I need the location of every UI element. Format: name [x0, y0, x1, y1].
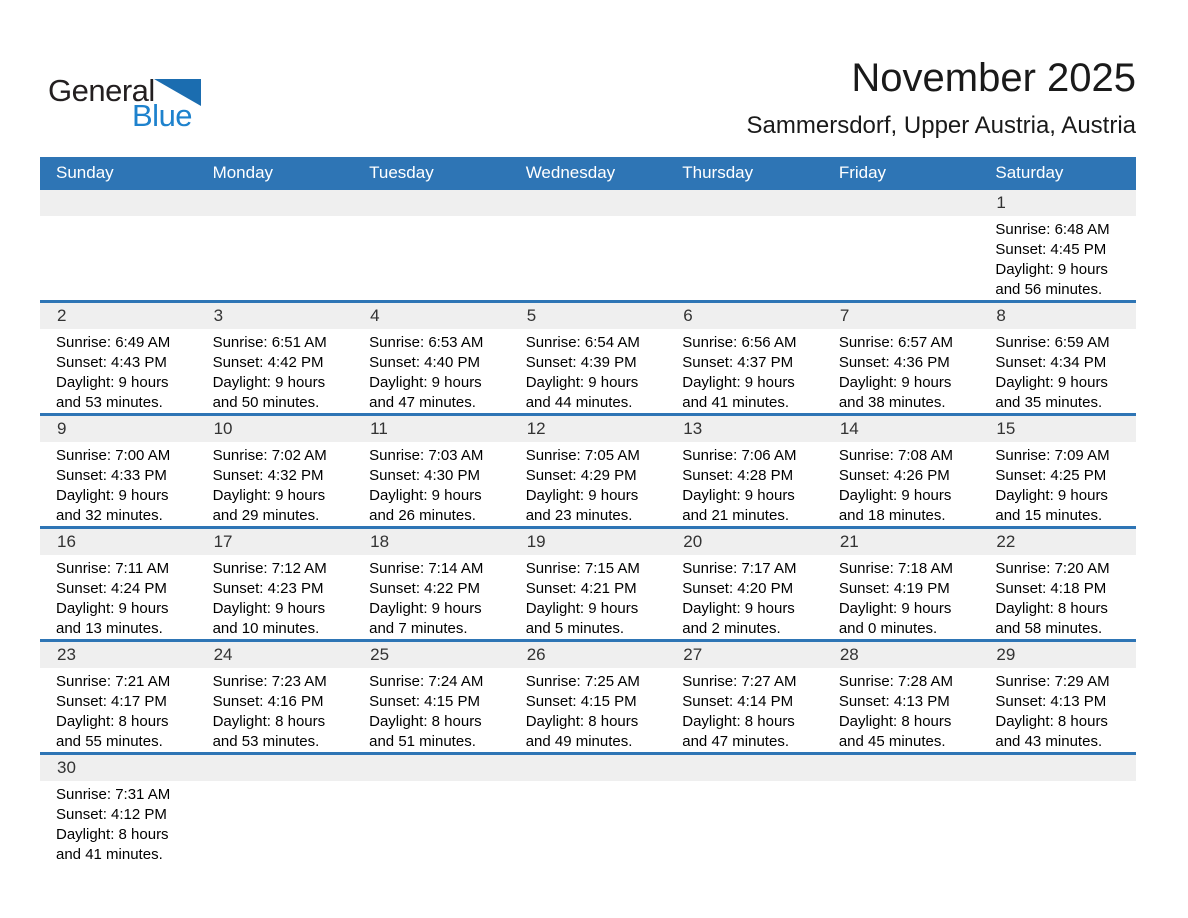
empty-day-cell	[197, 754, 354, 866]
date-band	[666, 190, 823, 216]
date-band	[823, 755, 980, 781]
day-details	[979, 329, 1136, 413]
sunset-text: Sunset: 4:36 PM	[838, 354, 950, 371]
sunset-text: Sunset: 4:22 PM	[369, 580, 481, 597]
daylight-hours-text: Daylight: 9 hours	[995, 487, 1108, 504]
empty-day-cell	[353, 754, 510, 866]
daylight-minutes-text: and 47 minutes.	[682, 733, 789, 750]
date-band	[666, 642, 823, 668]
date-number: 24	[213, 645, 233, 664]
day-cell	[979, 190, 1136, 302]
date-band	[40, 190, 197, 216]
day-details	[353, 668, 510, 752]
sunset-text: Sunset: 4:13 PM	[995, 693, 1107, 710]
weekday-header-tuesday: Tuesday	[353, 157, 510, 190]
day-details	[510, 668, 667, 752]
sunset-text: Sunset: 4:20 PM	[682, 580, 794, 597]
sunrise-text: Sunrise: 6:49 AM	[56, 334, 171, 351]
daylight-minutes-text: and 51 minutes.	[369, 733, 476, 750]
daylight-minutes-text: and 55 minutes.	[56, 733, 163, 750]
daylight-minutes-text: and 2 minutes.	[682, 620, 781, 637]
logo-text-blue: Blue	[132, 98, 193, 133]
date-band	[823, 190, 980, 216]
daylight-minutes-text: and 13 minutes.	[56, 620, 163, 637]
date-band	[353, 190, 510, 216]
daylight-hours-text: Daylight: 9 hours	[682, 374, 795, 391]
sunset-text: Sunset: 4:18 PM	[995, 580, 1107, 597]
date-band	[197, 190, 354, 216]
daylight-hours-text: Daylight: 8 hours	[369, 713, 482, 730]
day-details	[40, 555, 197, 639]
date-band	[979, 416, 1136, 442]
weekday-header-thursday: Thursday	[666, 157, 823, 190]
date-band	[510, 416, 667, 442]
date-band	[197, 529, 354, 555]
sunset-text: Sunset: 4:40 PM	[369, 354, 481, 371]
empty-day-cell	[197, 190, 354, 302]
sunset-text: Sunset: 4:13 PM	[838, 693, 950, 710]
day-cell	[510, 641, 667, 754]
daylight-minutes-text: and 29 minutes.	[212, 507, 320, 524]
sunrise-text: Sunrise: 7:08 AM	[838, 447, 954, 464]
daylight-minutes-text: and 32 minutes.	[56, 507, 163, 524]
sunrise-text: Sunrise: 7:09 AM	[995, 447, 1110, 464]
day-cell	[510, 302, 667, 415]
date-band	[353, 303, 510, 329]
date-number: 27	[683, 645, 703, 664]
day-details	[823, 329, 980, 413]
daylight-hours-text: Daylight: 8 hours	[995, 713, 1108, 730]
day-cell	[510, 528, 667, 641]
weekday-header-saturday: Saturday	[979, 157, 1136, 190]
date-band	[353, 529, 510, 555]
daylight-minutes-text: and 41 minutes.	[56, 846, 163, 863]
sunrise-text: Sunrise: 7:31 AM	[56, 786, 171, 803]
date-band	[197, 416, 354, 442]
sunset-text: Sunset: 4:32 PM	[212, 467, 324, 484]
sunrise-text: Sunrise: 7:02 AM	[212, 447, 327, 464]
daylight-minutes-text: and 5 minutes.	[525, 620, 625, 637]
sunrise-text: Sunrise: 6:56 AM	[682, 334, 797, 351]
daylight-minutes-text: and 21 minutes.	[682, 507, 789, 524]
daylight-minutes-text: and 43 minutes.	[995, 733, 1103, 750]
daylight-minutes-text: and 18 minutes.	[838, 507, 946, 524]
day-cell	[666, 415, 823, 528]
date-band	[353, 642, 510, 668]
sunrise-text: Sunrise: 7:20 AM	[995, 560, 1110, 577]
day-cell	[353, 641, 510, 754]
daylight-hours-text: Daylight: 9 hours	[838, 374, 952, 391]
week-row	[40, 641, 1136, 754]
date-band	[510, 190, 667, 216]
weekday-header-friday: Friday	[823, 157, 980, 190]
day-cell	[823, 641, 980, 754]
date-number: 19	[526, 532, 546, 551]
day-cell	[197, 528, 354, 641]
sunrise-text: Sunrise: 7:12 AM	[212, 560, 327, 577]
sunset-text: Sunset: 4:14 PM	[682, 693, 794, 710]
sunrise-text: Sunrise: 7:14 AM	[369, 560, 484, 577]
day-details	[353, 442, 510, 526]
sunset-text: Sunset: 4:33 PM	[56, 467, 167, 484]
date-band	[197, 303, 354, 329]
sunset-text: Sunset: 4:37 PM	[682, 354, 794, 371]
day-cell	[353, 302, 510, 415]
date-number: 28	[839, 645, 859, 664]
sunset-text: Sunset: 4:26 PM	[838, 467, 950, 484]
date-band	[666, 755, 823, 781]
day-details	[979, 442, 1136, 526]
sunrise-text: Sunrise: 7:17 AM	[682, 560, 797, 577]
sunrise-text: Sunrise: 7:15 AM	[525, 560, 640, 577]
sunset-text: Sunset: 4:28 PM	[682, 467, 794, 484]
daylight-hours-text: Daylight: 9 hours	[212, 374, 326, 391]
day-details	[823, 442, 980, 526]
daylight-hours-text: Daylight: 9 hours	[682, 487, 795, 504]
daylight-minutes-text: and 58 minutes.	[995, 620, 1103, 637]
daylight-minutes-text: and 50 minutes.	[212, 394, 320, 411]
date-band	[666, 416, 823, 442]
calendar-table	[40, 157, 1136, 865]
date-band	[979, 755, 1136, 781]
day-details	[510, 329, 667, 413]
title-block	[747, 56, 1136, 140]
empty-day-cell	[979, 754, 1136, 866]
daylight-minutes-text: and 53 minutes.	[56, 394, 163, 411]
daylight-minutes-text: and 7 minutes.	[369, 620, 468, 637]
sunset-text: Sunset: 4:29 PM	[525, 467, 637, 484]
daylight-minutes-text: and 47 minutes.	[369, 394, 476, 411]
date-number: 10	[213, 419, 233, 438]
day-details	[40, 442, 197, 526]
day-details	[666, 329, 823, 413]
date-number: 20	[683, 532, 703, 551]
weekday-header-sunday: Sunday	[40, 157, 197, 190]
week-row	[40, 415, 1136, 528]
date-number: 12	[526, 419, 546, 438]
date-band	[40, 642, 197, 668]
day-details	[353, 555, 510, 639]
day-cell	[197, 641, 354, 754]
day-cell	[510, 415, 667, 528]
day-details	[823, 668, 980, 752]
daylight-hours-text: Daylight: 9 hours	[995, 261, 1108, 278]
sunset-text: Sunset: 4:45 PM	[995, 241, 1107, 258]
date-number: 30	[57, 758, 76, 777]
date-band	[510, 529, 667, 555]
sunrise-text: Sunrise: 7:29 AM	[995, 673, 1110, 690]
date-band	[40, 529, 197, 555]
day-cell	[40, 528, 197, 641]
daylight-hours-text: Daylight: 9 hours	[56, 374, 169, 391]
sunset-text: Sunset: 4:30 PM	[369, 467, 481, 484]
date-band	[979, 303, 1136, 329]
date-number: 18	[370, 532, 390, 551]
daylight-hours-text: Daylight: 9 hours	[995, 374, 1108, 391]
week-row	[40, 754, 1136, 866]
week-row	[40, 528, 1136, 641]
day-cell	[40, 754, 197, 866]
day-details	[197, 442, 354, 526]
day-details	[979, 555, 1136, 639]
sunrise-text: Sunrise: 7:23 AM	[212, 673, 327, 690]
date-band	[823, 416, 980, 442]
day-details	[40, 781, 197, 865]
daylight-hours-text: Daylight: 9 hours	[212, 600, 326, 617]
daylight-minutes-text: and 23 minutes.	[525, 507, 633, 524]
sunset-text: Sunset: 4:34 PM	[995, 354, 1107, 371]
sunset-text: Sunset: 4:16 PM	[212, 693, 324, 710]
day-cell	[353, 415, 510, 528]
sunrise-text: Sunrise: 7:11 AM	[56, 560, 170, 577]
week-row	[40, 302, 1136, 415]
date-band	[510, 303, 667, 329]
sunset-text: Sunset: 4:15 PM	[525, 693, 637, 710]
sunrise-text: Sunrise: 7:21 AM	[56, 673, 171, 690]
day-cell	[40, 302, 197, 415]
date-number: 2	[57, 306, 67, 325]
daylight-hours-text: Daylight: 8 hours	[682, 713, 795, 730]
day-details	[666, 442, 823, 526]
sunrise-text: Sunrise: 7:05 AM	[525, 447, 640, 464]
sunrise-text: Sunrise: 7:06 AM	[682, 447, 797, 464]
daylight-hours-text: Daylight: 9 hours	[838, 600, 952, 617]
daylight-minutes-text: and 0 minutes.	[838, 620, 938, 637]
date-band	[40, 303, 197, 329]
day-details	[197, 329, 354, 413]
sunrise-text: Sunrise: 7:00 AM	[56, 447, 171, 464]
day-cell	[40, 415, 197, 528]
sunrise-text: Sunrise: 7:25 AM	[525, 673, 640, 690]
day-cell	[979, 302, 1136, 415]
empty-day-cell	[823, 754, 980, 866]
day-details	[666, 555, 823, 639]
date-number: 21	[839, 532, 859, 551]
sunset-text: Sunset: 4:17 PM	[56, 693, 167, 710]
date-number: 25	[370, 645, 390, 664]
date-band	[197, 755, 354, 781]
date-number: 8	[996, 306, 1006, 325]
date-band	[40, 416, 197, 442]
sunset-text: Sunset: 4:25 PM	[995, 467, 1107, 484]
sunrise-text: Sunrise: 6:51 AM	[212, 334, 327, 351]
sunrise-text: Sunrise: 6:57 AM	[838, 334, 954, 351]
sunrise-text: Sunrise: 6:59 AM	[995, 334, 1110, 351]
date-band	[353, 416, 510, 442]
daylight-hours-text: Daylight: 9 hours	[525, 374, 639, 391]
date-number: 26	[526, 645, 546, 664]
daylight-minutes-text: and 49 minutes.	[525, 733, 633, 750]
date-band	[510, 755, 667, 781]
page-subtitle: Sammersdorf, Upper Austria, Austria	[746, 112, 1136, 139]
empty-day-cell	[40, 190, 197, 302]
daylight-minutes-text: and 35 minutes.	[995, 394, 1103, 411]
day-details	[510, 442, 667, 526]
daylight-hours-text: Daylight: 8 hours	[212, 713, 326, 730]
daylight-hours-text: Daylight: 9 hours	[369, 600, 482, 617]
day-cell	[666, 302, 823, 415]
date-band	[666, 303, 823, 329]
general-blue-logo	[48, 73, 201, 133]
date-band	[823, 642, 980, 668]
sunset-text: Sunset: 4:43 PM	[56, 354, 167, 371]
daylight-minutes-text: and 15 minutes.	[995, 507, 1103, 524]
daylight-hours-text: Daylight: 8 hours	[838, 713, 952, 730]
date-number: 14	[839, 419, 859, 438]
date-number: 23	[57, 645, 76, 664]
date-band	[197, 642, 354, 668]
daylight-hours-text: Daylight: 9 hours	[56, 487, 169, 504]
weekday-header-row	[40, 157, 1136, 190]
date-band	[823, 529, 980, 555]
day-details	[979, 216, 1136, 300]
daylight-minutes-text: and 56 minutes.	[995, 281, 1103, 298]
sunrise-text: Sunrise: 6:48 AM	[995, 221, 1110, 238]
day-cell	[979, 415, 1136, 528]
date-number: 4	[370, 306, 380, 325]
daylight-hours-text: Daylight: 8 hours	[995, 600, 1108, 617]
day-details	[40, 668, 197, 752]
date-number: 13	[683, 419, 703, 438]
sunset-text: Sunset: 4:21 PM	[525, 580, 637, 597]
date-band	[353, 755, 510, 781]
daylight-hours-text: Daylight: 8 hours	[525, 713, 639, 730]
sunset-text: Sunset: 4:19 PM	[838, 580, 950, 597]
page-header	[40, 0, 1136, 157]
date-number: 29	[996, 645, 1016, 664]
sunset-text: Sunset: 4:42 PM	[212, 354, 324, 371]
empty-day-cell	[510, 754, 667, 866]
sunset-text: Sunset: 4:39 PM	[525, 354, 637, 371]
day-details	[40, 329, 197, 413]
sunrise-text: Sunrise: 7:28 AM	[838, 673, 954, 690]
day-cell	[823, 528, 980, 641]
date-band	[823, 303, 980, 329]
day-cell	[666, 641, 823, 754]
page-title: November 2025	[851, 56, 1136, 100]
day-cell	[197, 415, 354, 528]
day-cell	[197, 302, 354, 415]
sunrise-text: Sunrise: 7:24 AM	[369, 673, 484, 690]
day-details	[197, 555, 354, 639]
daylight-hours-text: Daylight: 9 hours	[212, 487, 326, 504]
day-details	[666, 668, 823, 752]
daylight-minutes-text: and 10 minutes.	[212, 620, 320, 637]
sunrise-text: Sunrise: 7:18 AM	[838, 560, 954, 577]
date-band	[979, 642, 1136, 668]
day-cell	[979, 528, 1136, 641]
date-number: 11	[370, 419, 388, 438]
sunrise-text: Sunrise: 6:54 AM	[525, 334, 640, 351]
sunset-text: Sunset: 4:12 PM	[56, 806, 167, 823]
date-band	[979, 529, 1136, 555]
day-details	[197, 668, 354, 752]
daylight-minutes-text: and 44 minutes.	[525, 394, 633, 411]
week-row	[40, 190, 1136, 302]
date-number: 16	[57, 532, 76, 551]
day-details	[353, 329, 510, 413]
sunrise-text: Sunrise: 7:03 AM	[369, 447, 484, 464]
day-cell	[353, 528, 510, 641]
date-band	[40, 755, 197, 781]
daylight-hours-text: Daylight: 9 hours	[56, 600, 169, 617]
date-number: 3	[213, 306, 224, 325]
daylight-hours-text: Daylight: 8 hours	[56, 713, 169, 730]
day-cell	[823, 302, 980, 415]
empty-day-cell	[510, 190, 667, 302]
weekday-header-wednesday: Wednesday	[510, 157, 667, 190]
daylight-hours-text: Daylight: 9 hours	[525, 600, 639, 617]
date-band	[510, 642, 667, 668]
day-details	[979, 668, 1136, 752]
day-details	[823, 555, 980, 639]
daylight-hours-text: Daylight: 9 hours	[369, 487, 482, 504]
daylight-hours-text: Daylight: 8 hours	[56, 826, 169, 843]
daylight-hours-text: Daylight: 9 hours	[369, 374, 482, 391]
date-number: 1	[996, 193, 1006, 212]
daylight-hours-text: Daylight: 9 hours	[682, 600, 795, 617]
daylight-hours-text: Daylight: 9 hours	[525, 487, 639, 504]
day-cell	[979, 641, 1136, 754]
empty-day-cell	[666, 190, 823, 302]
daylight-minutes-text: and 45 minutes.	[838, 733, 946, 750]
date-band	[666, 529, 823, 555]
daylight-hours-text: Daylight: 9 hours	[838, 487, 952, 504]
empty-day-cell	[823, 190, 980, 302]
sunset-text: Sunset: 4:24 PM	[56, 580, 167, 597]
weekday-header-monday: Monday	[197, 157, 354, 190]
date-number: 15	[996, 419, 1016, 438]
day-cell	[666, 528, 823, 641]
date-number: 7	[839, 306, 850, 325]
calendar-body	[40, 190, 1136, 865]
day-cell	[40, 641, 197, 754]
daylight-minutes-text: and 38 minutes.	[838, 394, 946, 411]
daylight-minutes-text: and 53 minutes.	[212, 733, 320, 750]
date-number: 6	[683, 306, 693, 325]
empty-day-cell	[666, 754, 823, 866]
sunrise-text: Sunrise: 6:53 AM	[369, 334, 484, 351]
day-cell	[823, 415, 980, 528]
empty-day-cell	[353, 190, 510, 302]
daylight-minutes-text: and 41 minutes.	[682, 394, 789, 411]
sunset-text: Sunset: 4:15 PM	[369, 693, 481, 710]
daylight-minutes-text: and 26 minutes.	[369, 507, 476, 524]
day-details	[510, 555, 667, 639]
date-band	[979, 190, 1136, 216]
date-number: 17	[213, 532, 233, 551]
sunrise-text: Sunrise: 7:27 AM	[682, 673, 797, 690]
date-number: 22	[996, 532, 1016, 551]
date-number: 5	[526, 306, 537, 325]
date-number: 9	[57, 419, 67, 438]
logo-text-general: General	[48, 73, 155, 108]
sunset-text: Sunset: 4:23 PM	[212, 580, 324, 597]
